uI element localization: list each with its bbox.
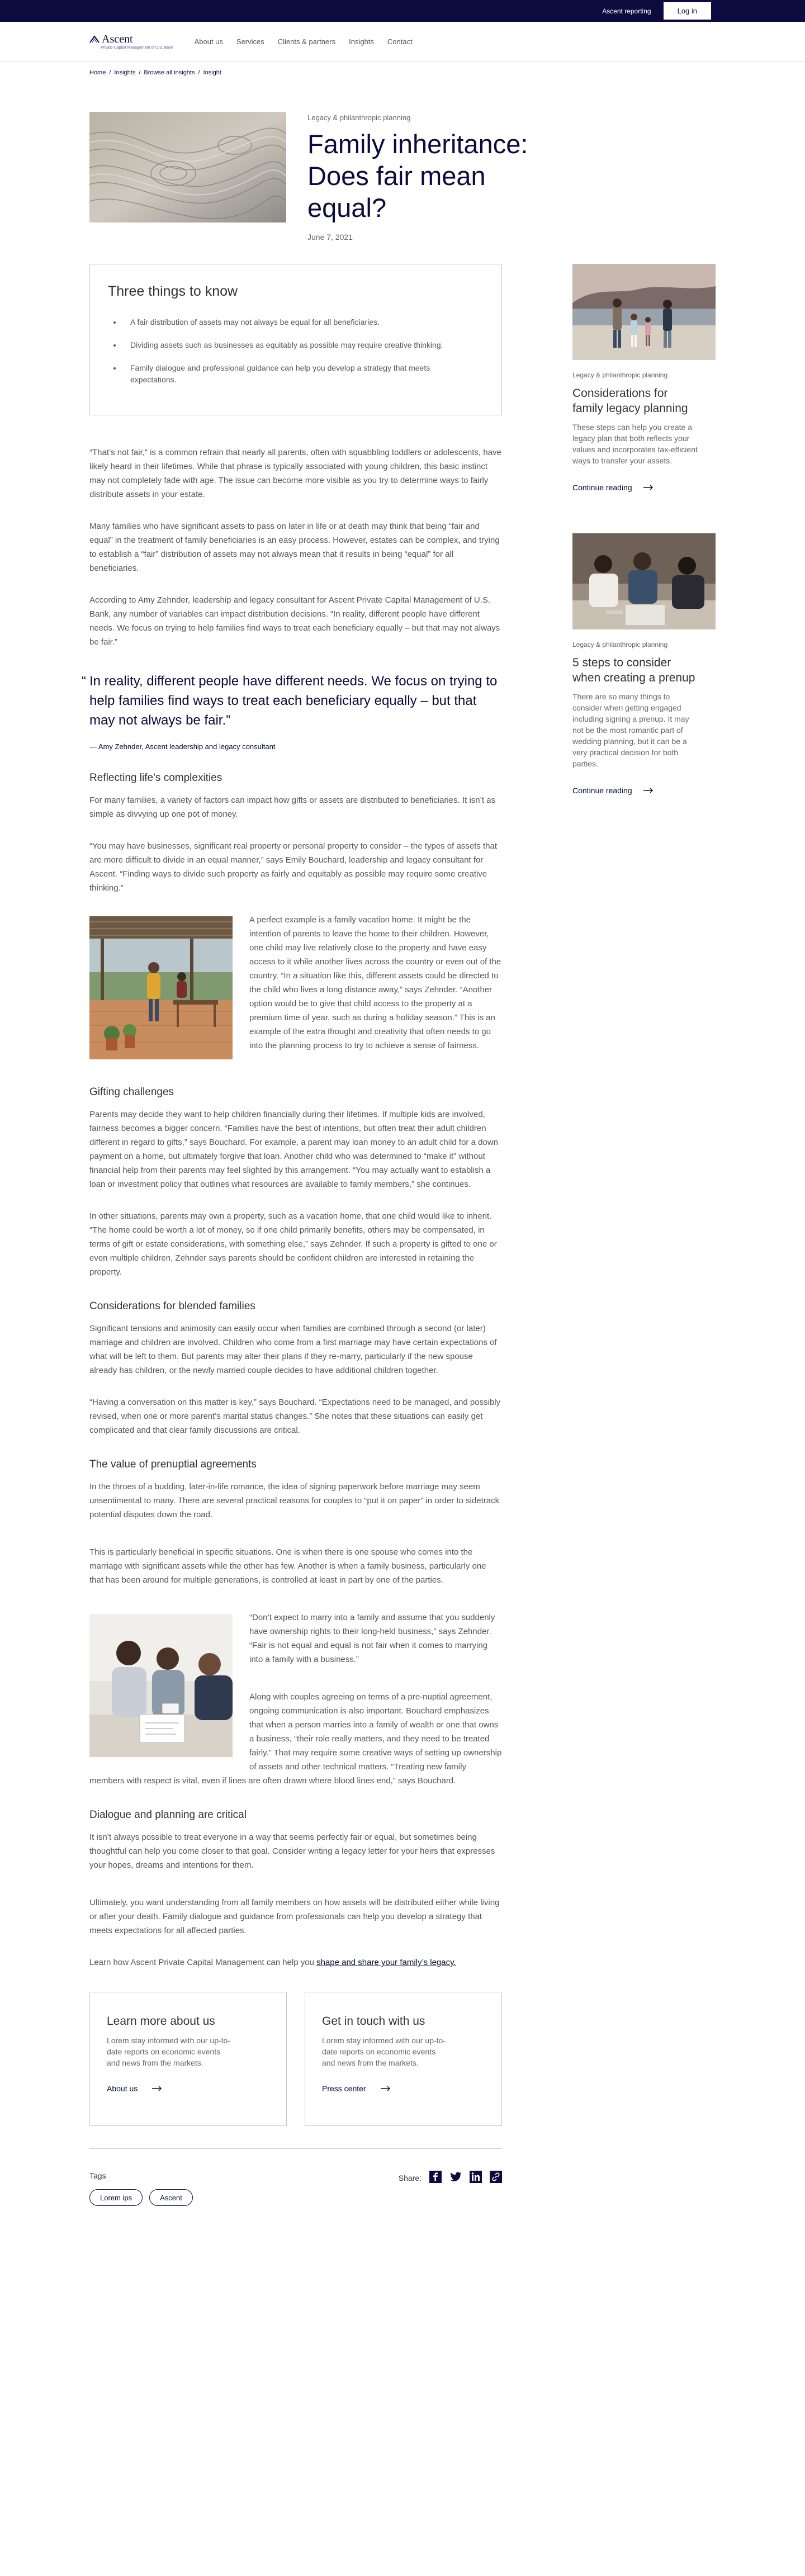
- hero-text: [307, 112, 542, 242]
- paragraph: In other situations, parents may own a property, such as a vacation home, that one child would like to inherit. “The home could be worth a lot of money, so if one child primarily benefits, others may be compensated, in terms of gift or estate considerations, with something else,” says Zehnder. If such a property is gifted to one or even multiple children, Zehnder says parents should be confident children are interested in retaining the property.: [89, 1211, 497, 1277]
- arrow-right-icon: [643, 788, 654, 793]
- paragraph: Along with couples agreeing on terms of a pre-nuptial agreement, ongoing communication is also important. Bouchard emphasizes that when a person marries into a family of wealth or one that owns a business, “their role really matters, and they need to be treated fairly.” That may require some creative ways of setting up ownership of assets and other technical matters. “Treating new family members with respect is vital, even if lines are often drawn where blood lines end,” says Bouchard.: [89, 1692, 502, 1786]
- nav-link-clients[interactable]: Clients & partners: [277, 37, 336, 46]
- hero-eyebrow: Legacy & philanthropic planning: [307, 113, 411, 122]
- tag-pill[interactable]: Lorem ips: [89, 2189, 143, 2206]
- legacy-inline-link[interactable]: shape and share your family’s legacy.: [316, 1958, 456, 1967]
- list-item: Family dialogue and professional guidance can help you develop a strategy that meets expectations.: [113, 362, 460, 386]
- linkedin-icon: [470, 2171, 482, 2183]
- section-heading: The value of prenuptial agreements: [89, 1459, 257, 1470]
- cta-row: [89, 1992, 502, 2126]
- section-heading: Dialogue and planning are critical: [89, 1809, 247, 1821]
- key-takeaways-list: [108, 316, 484, 386]
- family-beach-image: [572, 264, 716, 360]
- body-wrap: [0, 264, 805, 2206]
- paragraph: “That’s not fair,” is a common refrain that nearly all parents, often with squabbling toddlers or adolescents, have likely heard in their lifetimes. While that phrase is typically associated with young children, this basic instinct may not completely fade with age. The issue can become more visible as you try to determine ways to fairly distribute assets in your estate.: [89, 448, 501, 499]
- paragraph: Parents may decide they want to help children financially during their lifetimes. If multiple kids are involved, fairness becomes a bigger concern. “Families have the best of intentions, but often treat their adult children different in regard to gifts,” says Bouchard. For example, a parent may loan money to an adult child for a down payment on a home, but ultimately forgive that loan. Another child who was determined to “make it” without financial help from their parents may feel slighted by this arrangement. “You may actually want to establish a loan or investment policy that outlines what resources are available to family members,” she continues.: [89, 1110, 498, 1189]
- facebook-icon: [429, 2171, 442, 2183]
- tags-block: [89, 2171, 193, 2206]
- continue-reading-link[interactable]: Continue reading: [572, 786, 716, 795]
- paragraph: “You may have businesses, significant real property or personal property to consider – the types of assets that are more difficult to divide in an equal manner,” says Emily Bouchard, leadership and legacy consultant for Ascent. “Finding ways to divide such property as fairly and equitably as possible may require some creative thinking.”: [89, 841, 498, 893]
- divider: [89, 2148, 502, 2149]
- main-nav: [0, 22, 805, 62]
- cta-card-contact: [305, 1992, 502, 2126]
- paragraph: “Having a conversation on this matter is key,” says Bouchard. “Expectations need to be managed, and possibly revised, when one or more parent’s marital status changes.” She notes that these situations can easily get complicated and that clear family discussions are critical.: [89, 1398, 501, 1435]
- sidebar-card: [572, 264, 716, 492]
- press-center-link[interactable]: Press center: [322, 2084, 485, 2093]
- page: [0, 62, 805, 2576]
- pull-quote: “ In reality, different people have different needs. We focus on trying to help families find ways to treat each beneficiary equally – but that may not always be fair.”: [89, 671, 502, 730]
- publish-date: June 7, 2021: [307, 233, 353, 242]
- cta-title: Get in touch with us: [322, 2015, 425, 2028]
- hero-image-wood-grain: [89, 112, 286, 222]
- login-button[interactable]: Log in: [664, 2, 711, 20]
- paragraph-learn-more: Learn how Ascent Private Capital Management can help you shape and share your family’s legacy.: [89, 1958, 456, 1967]
- paragraph: It isn’t always possible to treat everyone in a way that seems perfectly fair or equal, but sometimes being thoughtful can help you come closer to that goal. Consider writing a legacy letter for your heirs that expresses your hopes, dreams and intentions for them.: [89, 1832, 495, 1870]
- sidebar-card: [572, 533, 716, 795]
- paragraph: This is particularly beneficial in specific situations. One is when there is one spouse who comes into the marriage with significant assets while the other has few. Another is when a family business, particularly one that has been around for multiple generations, is controlled at least in part by one of the parties.: [89, 1547, 486, 1585]
- sidebar-text: There are so many things to consider when getting engaged including signing a prenup. It may not be the most romantic part of wedding planning, but it can be a very practical decision for both parties.: [572, 692, 689, 768]
- key-takeaways-title: Three things to know: [108, 283, 238, 299]
- vacation-home-image: [89, 916, 233, 1059]
- logo-mark-icon: [89, 35, 100, 43]
- facebook-share-button[interactable]: [429, 2171, 442, 2186]
- breadcrumb-current: Insight: [203, 69, 221, 76]
- logo-tagline: Private Capital Management of U.S. Bank: [101, 46, 173, 50]
- linkedin-share-button[interactable]: [470, 2171, 482, 2186]
- twitter-icon: [449, 2171, 462, 2183]
- sidebar-eyebrow: Legacy & philanthropic planning: [572, 371, 668, 379]
- continue-reading-link[interactable]: Continue reading: [572, 483, 716, 492]
- paragraph: A perfect example is a family vacation home. It might be the intention of parents to leave the home to their children. However, one child may live relatively close to the property and have easy access to it while another lives across the country or even out of the country. “In a situation like this, different assets could be directed to the child who lives a long distance away,” says Zehnder. “Another option would be to give that child access to the property at a premium time of year, such as during a holiday season.” This is an example of the extra thought and creativity that often needs to go into the planning process to try to achieve a sense of fairness.: [249, 915, 501, 1050]
- sidebar-title: 5 steps to consider when creating a prenup: [572, 656, 695, 684]
- nav-links: [195, 37, 413, 46]
- cta-text: Lorem stay informed with our up-to-date reports on economic events and news from the markets.: [107, 2036, 230, 2067]
- breadcrumb-home[interactable]: Home: [89, 69, 106, 76]
- page-title: Family inheritance: Does fair mean equal?: [307, 129, 528, 222]
- paragraph: Many families who have significant assets to pass on later in life or at death may think that being “fair and equal” in the treatment of family beneficiaries is an easy process. However, estates can be complex, and trying to establish a “fair” distribution of assets may not always mean that it results in being “equal” for all beneficiaries.: [89, 522, 500, 573]
- breadcrumb: Home / Insights / Browse all insights / Insight: [89, 69, 221, 76]
- sidebar: [572, 264, 716, 2206]
- section-heading: Reflecting life’s complexities: [89, 772, 222, 784]
- share-label: Share:: [398, 2174, 422, 2182]
- couple-advisor-image: [89, 1614, 233, 1757]
- section-heading: Gifting challenges: [89, 1086, 174, 1098]
- tags-share-row: [89, 2171, 502, 2206]
- tags-label: Tags: [89, 2171, 106, 2180]
- arrow-right-icon: [152, 2086, 162, 2091]
- cta-title: Learn more about us: [107, 2015, 215, 2028]
- arrow-right-icon: [643, 485, 654, 490]
- nav-link-insights[interactable]: Insights: [349, 37, 374, 46]
- logo[interactable]: [89, 34, 173, 50]
- twitter-share-button[interactable]: [449, 2171, 462, 2186]
- nav-link-contact[interactable]: Contact: [387, 37, 413, 46]
- nav-link-about[interactable]: About us: [194, 37, 223, 46]
- cta-text: Lorem stay informed with our up-to-date reports on economic events and news from the markets.: [322, 2036, 446, 2067]
- arrow-right-icon: [381, 2086, 391, 2091]
- sidebar-title: Considerations for family legacy planning: [572, 387, 688, 415]
- breadcrumb-insights[interactable]: Insights: [114, 69, 136, 76]
- ascent-reporting-link[interactable]: Ascent reporting: [602, 7, 651, 15]
- paragraph: In the throes of a budding, later-in-life romance, the idea of signing paperwork before marriage may seem unsentimental to many. There are several practical reasons for couples to “put it on paper” in order to sidetrack potential disputes down the road.: [89, 1482, 500, 1519]
- hero: [0, 112, 805, 242]
- cta-card-learn: [89, 1992, 287, 2126]
- key-takeaways-box: [89, 264, 502, 415]
- link-icon: [490, 2171, 502, 2183]
- paragraph: “Don’t expect to marry into a family and assume that you suddenly have ownership rights to their long-held business,” says Zehnder. “Fair is not equal and equal is not fair when it comes to marrying into a family with a business.”: [249, 1613, 495, 1664]
- sidebar-eyebrow: Legacy & philanthropic planning: [572, 641, 668, 648]
- logo-word: Ascent: [102, 33, 133, 45]
- paragraph: According to Amy Zehnder, leadership and legacy consultant for Ascent Private Capital Management of U.S. Bank, any number of variables can impact distribution decisions. “In reality, different people have different needs. We focus on trying to help families find ways to treat each beneficiary equally – but that may not always be fair.”: [89, 595, 500, 647]
- article: [89, 264, 502, 2206]
- nav-link-services[interactable]: Services: [236, 37, 264, 46]
- tag-pills: [89, 2189, 193, 2206]
- list-item: A fair distribution of assets may not always be equal for all beneficiaries.: [113, 316, 460, 328]
- breadcrumb-browse[interactable]: Browse all insights: [144, 69, 195, 76]
- paragraph: Ultimately, you want understanding from all family members on how assets will be distributed either while living or after your death. Family dialogue and guidance from professionals can help you develop a strategy that meets expectations for all affected parties.: [89, 1898, 500, 1935]
- utility-bar: [0, 0, 805, 22]
- tag-pill[interactable]: Ascent: [149, 2189, 193, 2206]
- list-item: Dividing assets such as businesses as equitably as possible may require creative thinking.: [113, 339, 460, 351]
- copy-link-button[interactable]: [490, 2171, 502, 2186]
- about-us-link[interactable]: About us: [107, 2084, 269, 2093]
- share-block: [399, 2171, 502, 2185]
- couple-meeting-image: [572, 533, 716, 629]
- sidebar-text: These steps can help you create a legacy plan that both reflects your values and incorporates tax-efficient ways to transfer your assets.: [572, 423, 698, 465]
- paragraph: For many families, a variety of factors can impact how gifts or assets are distributed to beneficiaries. It isn’t as simple as divvying up one pot of money.: [89, 795, 496, 819]
- section-heading: Considerations for blended families: [89, 1300, 255, 1312]
- paragraph: Significant tensions and animosity can easily occur when families are combined through a second (or later) marriage and children are involved. Children who come from a first marriage may have certain expectations of what will be left to them. But parents may alter their plans if they re-marry, particularly if the new spouse already has children, or the newly married couple decides to have additional children together.: [89, 1324, 497, 1375]
- pull-quote-attribution: — Amy Zehnder, Ascent leadership and legacy consultant: [89, 742, 276, 751]
